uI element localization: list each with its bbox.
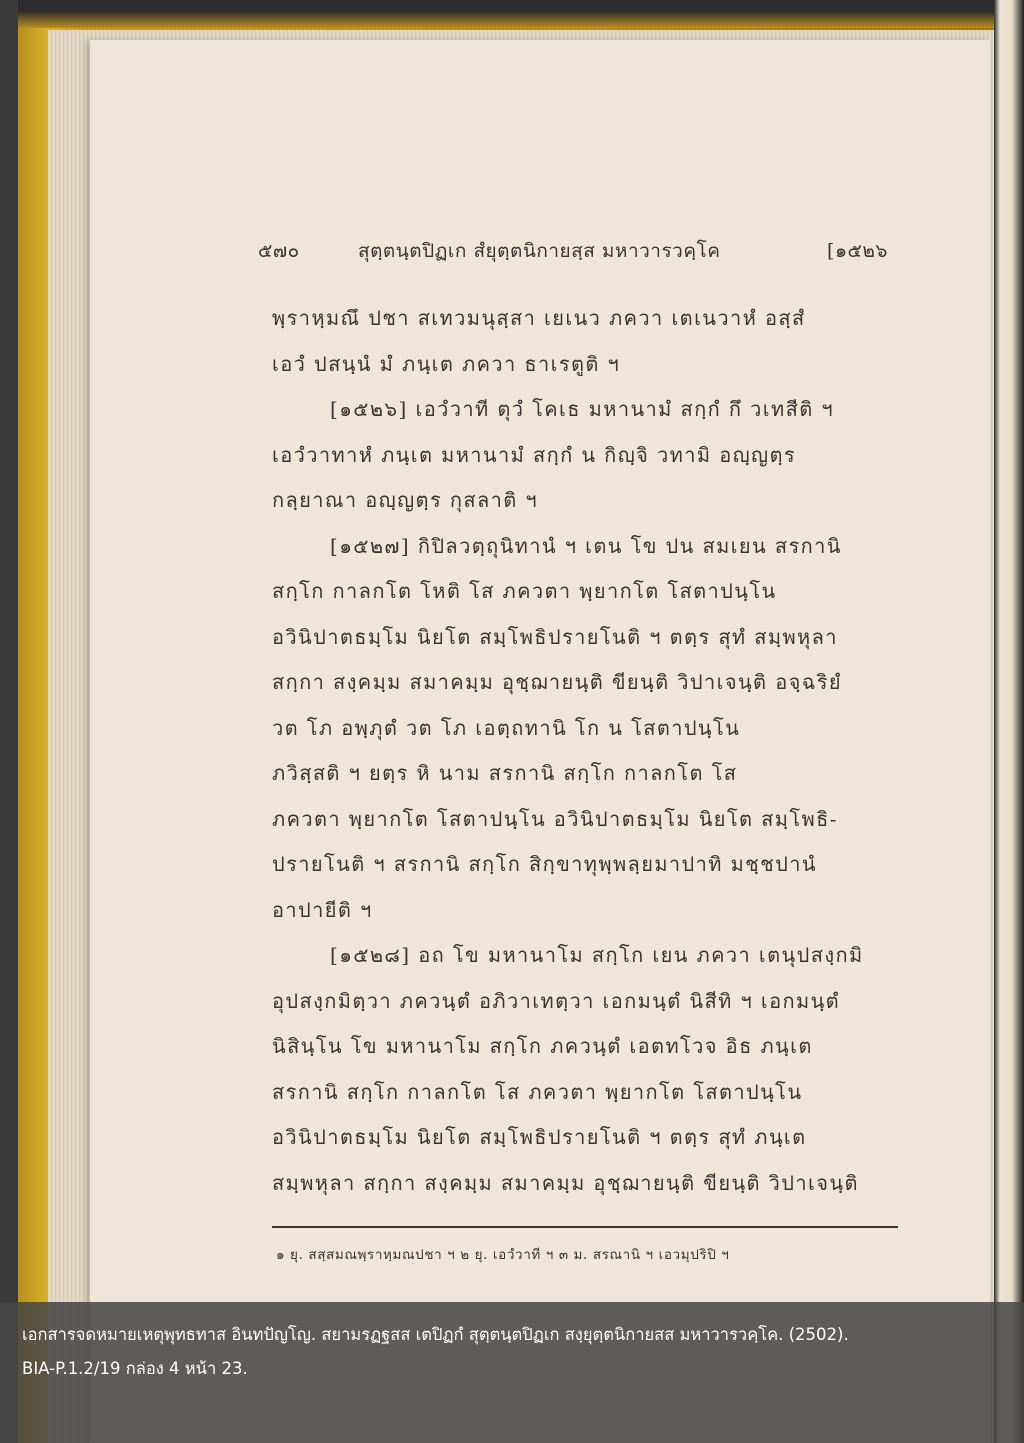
text-line: เอวํ ปสนฺนํ มํ ภนฺเต ภควา ธาเรตูติ ฯ [272,351,621,376]
text-line: สกฺกา สงฺคมฺม สมาคมฺม อุชฺฌายนฺติ ขียนฺติ วิปาเจนฺติ อจฺฉริยํ [272,670,843,694]
running-title: สุตฺตนฺตปิฏเก สํยุตฺตนิกายสฺส มหาวารวคฺโค [358,240,721,262]
section-number: [๑๕๒๖ [827,240,888,262]
body-text [272,296,902,1206]
text-line: สกฺโก กาลกโต โหติ โส ภควตา พฺยากโต โสตาปนฺโน [272,579,777,603]
caption-band [0,1302,1024,1443]
text-line: ภวิสฺสติ ฯ ยตฺร หิ นาม สรกานิ สกฺโก กาลกโต โส [272,761,738,785]
caption-line-1: เอกสารจดหมายเหตุพุทธทาส อินทปัญโญ. สยามรฏฐสส เตปิฏกํ สุตฺตนฺตปิฏเก สงฺยุตฺตนิกายสส มหาวารวคฺโค. (2502). [22,1325,849,1344]
text-line: นิสินฺโน โข มหานาโม สกฺโก ภควนฺตํ เอตทโวจ อิธ ภนฺเต [272,1034,813,1058]
text-line: สมฺพหุลา สกฺกา สงฺคมฺม สมาคมฺม อุชฺฌายนฺติ ขียนฺติ วิปาเจนฺติ [272,1170,859,1195]
text-line: กลฺยาณา อญฺญตฺร กุสลาติ ฯ [272,488,539,512]
caption-line-2: BIA-P.1.2/19 กล่อง 4 หน้า 23. [22,1359,248,1378]
page-number: ๕๗๐ [258,240,300,262]
footnote: ๑ ยุ. สสฺสมณพฺราหฺมณปชา ฯ ๒ ยุ. เอวํวาที ฯ ๓ ม. สรณานิ ฯ เอวมุปริปิ ฯ [276,1247,730,1263]
text-line: อาปายีติ ฯ [272,897,373,922]
text-line: ปรายโนติ ฯ สรกานิ สกฺโก สิกฺขาทุพฺพลฺยมาปาทิ มชฺชปานํ [272,852,817,876]
text-line: วต โภ อพฺภุตํ วต โภ เอตฺถทานิ โก น โสตาปนฺโน [272,715,741,740]
book-right-edge [994,0,1024,1443]
text-line: อุปสงฺกมิตฺวา ภควนฺตํ อภิวาเทตฺวา เอกมนฺตํ นิสีทิ ฯ เอกมนฺตํ [272,988,841,1013]
text-line: พฺราหฺมณึ ปชา สเทวมนุสฺสา เยเนว ภควา เตเนวาหํ อสฺสํ [272,306,806,330]
text-line: อวินิปาตธมฺโม นิยโต สมฺโพธิปรายโนติ ฯ ตตฺร สุทํ สมฺพหุลา [272,624,838,649]
text-line: [๑๕๒๖] เอวํวาที ตุวํ โคเธ มหานามํ สกฺกํ กึ วเทสีติ ฯ [330,397,834,421]
footnote-divider [272,1226,898,1228]
text-line: อวินิปาตธมฺโม นิยโต สมฺโพธิปรายโนติ ฯ ตตฺร สุทํ ภนฺเต [272,1125,807,1149]
text-line: [๑๕๒๗] กิปิลวตฺถุนิทานํ ฯ เตน โข ปน สมเยน สรกานิ [330,533,842,558]
text-line: สรกานิ สกฺโก กาลกโต โส ภควตา พฺยากโต โสตาปนฺโน [272,1079,803,1104]
caption [22,1318,1002,1386]
text-line: เอวํวาทาหํ ภนฺเต มหานามํ สกฺกํ น กิญฺจิ วทามิ อญฺญตฺร [272,442,797,467]
book-top-edge [18,0,1024,28]
text-line: [๑๕๒๘] อถ โข มหานาโม สกฺโก เยน ภควา เตนุปสงฺกมิ [330,943,864,967]
text-line: ภควตา พฺยากโต โสตาปนฺโน อวินิปาตธมฺโม นิยโต สมฺโพธิ- [272,806,838,831]
page-header [258,236,908,276]
